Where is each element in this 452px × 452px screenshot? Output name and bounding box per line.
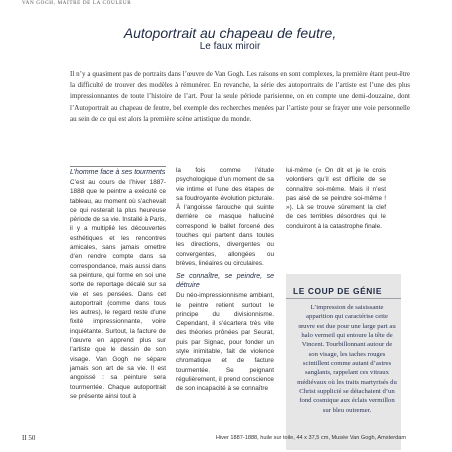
intro-paragraph	[70, 69, 410, 125]
page-number: II 50	[22, 434, 36, 442]
column-3-text: lui-même (« On dit et je le crois volontiers qu’il est difficile de se connaître soi-même. Mais il n’est pas aisé de se peindre soi-même ! »). Là se trouve sûrement la clef de ces terribles désordres qui le conduiront à la catastrophe finale.	[286, 167, 386, 230]
intro-text: Il n’y a quasiment pas de portraits dans l’œuvre de Van Gogh. Les raisons en sont complexes, la première étant peut-être la difficulté de trouver des modèles à rémunérer. En revanche, la série des autoportraits de l’artiste est l’une des plus impressionnantes de toute l’histoire de l’art. Pour la seule période parisienne, on en compte une demi-douzaine, dont l’Autoportrait au chapeau de feutre, bel exemple des recherches menées par l’artiste pour se frayer une voie personnelle au sein de ce qui est alors la première scène artistique du monde.	[70, 70, 410, 123]
column-1-subheading: L’homme face à ses tourments	[70, 166, 166, 177]
image-caption: Hiver 1887-1888, huile sur toile, 44 x 37,5 cm, Musée Van Gogh, Amsterdam	[215, 435, 406, 441]
sidebar-box-divider	[286, 298, 401, 299]
column-2	[176, 166, 274, 394]
sidebar-box	[286, 274, 401, 450]
column-3	[286, 166, 386, 231]
column-1-text: C’est au cours de l’hiver 1887-1888 que le peintre a exécuté ce tableau, au moment où s’achevait ce qui resterait la plus heureuse période de sa vie. Installé à Paris, il y a multiplié les découvertes esthétiques et les rencontres amicales, sans jamais omettre d’en rendre compte dans sa correspondance, mais aussi dans sa peinture, qui forme en soi une sorte de reportage décalé sur sa vie et ses pensées. Dans cet autoportrait (comme dans tous les autres), le regard reste d’une fixité impressionnante, voire inquiétante. Surtout, la facture de l’œuvre en apprend plus sur l’artiste que le dessin de son visage. Van Gogh ne sépare jamais son art de sa vie. Il est angoissé : sa peinture sera tourmentée. Chaque autoportrait se présente ainsi tout à	[70, 179, 166, 400]
running-head: VAN GOGH, MAÎTRE DE LA COULEUR	[22, 0, 132, 6]
title-block	[60, 26, 400, 53]
sidebar-box-title: LE COUP DE GÉNIE	[293, 286, 383, 296]
sidebar-box-text: L’impression de saisissante apparition qui caractérise cette œuvre est due pour une large part au halo vermeil qui entoure la tête de Vincent. Tourbillonnant autour de son visage, les taches rouges scintillent comme autant d’astres sanglants, rappelant ces vitraux médiévaux où les traits martyrisés du Christ supplicié se détachaient d’un fond cosmique aux éclats vermillon sur bleu outremer.	[297, 304, 397, 414]
column-1	[70, 166, 166, 401]
column-2-text-1: la fois comme l’étude psychologique d’un moment de sa vie intime et l’une des étapes de sa foudroyante évolution picturale. À l’angoisse farouche qui suinte derrière ce masque halluciné correspond le ballet forcené des touches qui partent dans toutes les directions, divergentes ou convergentes, allongées ou brèves, linéaires ou circulaires.	[176, 167, 274, 267]
column-2-subheading: Se connaître, se peindre, se détruire	[176, 273, 274, 290]
column-2-text-2: Du néo-impressionnisme ambiant, le peintre retient surtout le principe du divisionnisme. Cependant, il s’écartera très vite des théories prônées par Seurat, puis par Signac, pour fonder un style inimitable, fait de violence chromatique et de facture tourmentée. Se peignant régulièrement, il prend conscience de son incapacité à se connaître	[176, 292, 274, 393]
article-title: Autoportrait au chapeau de feutre,	[123, 25, 337, 41]
article-subtitle: Le faux miroir	[199, 41, 261, 52]
